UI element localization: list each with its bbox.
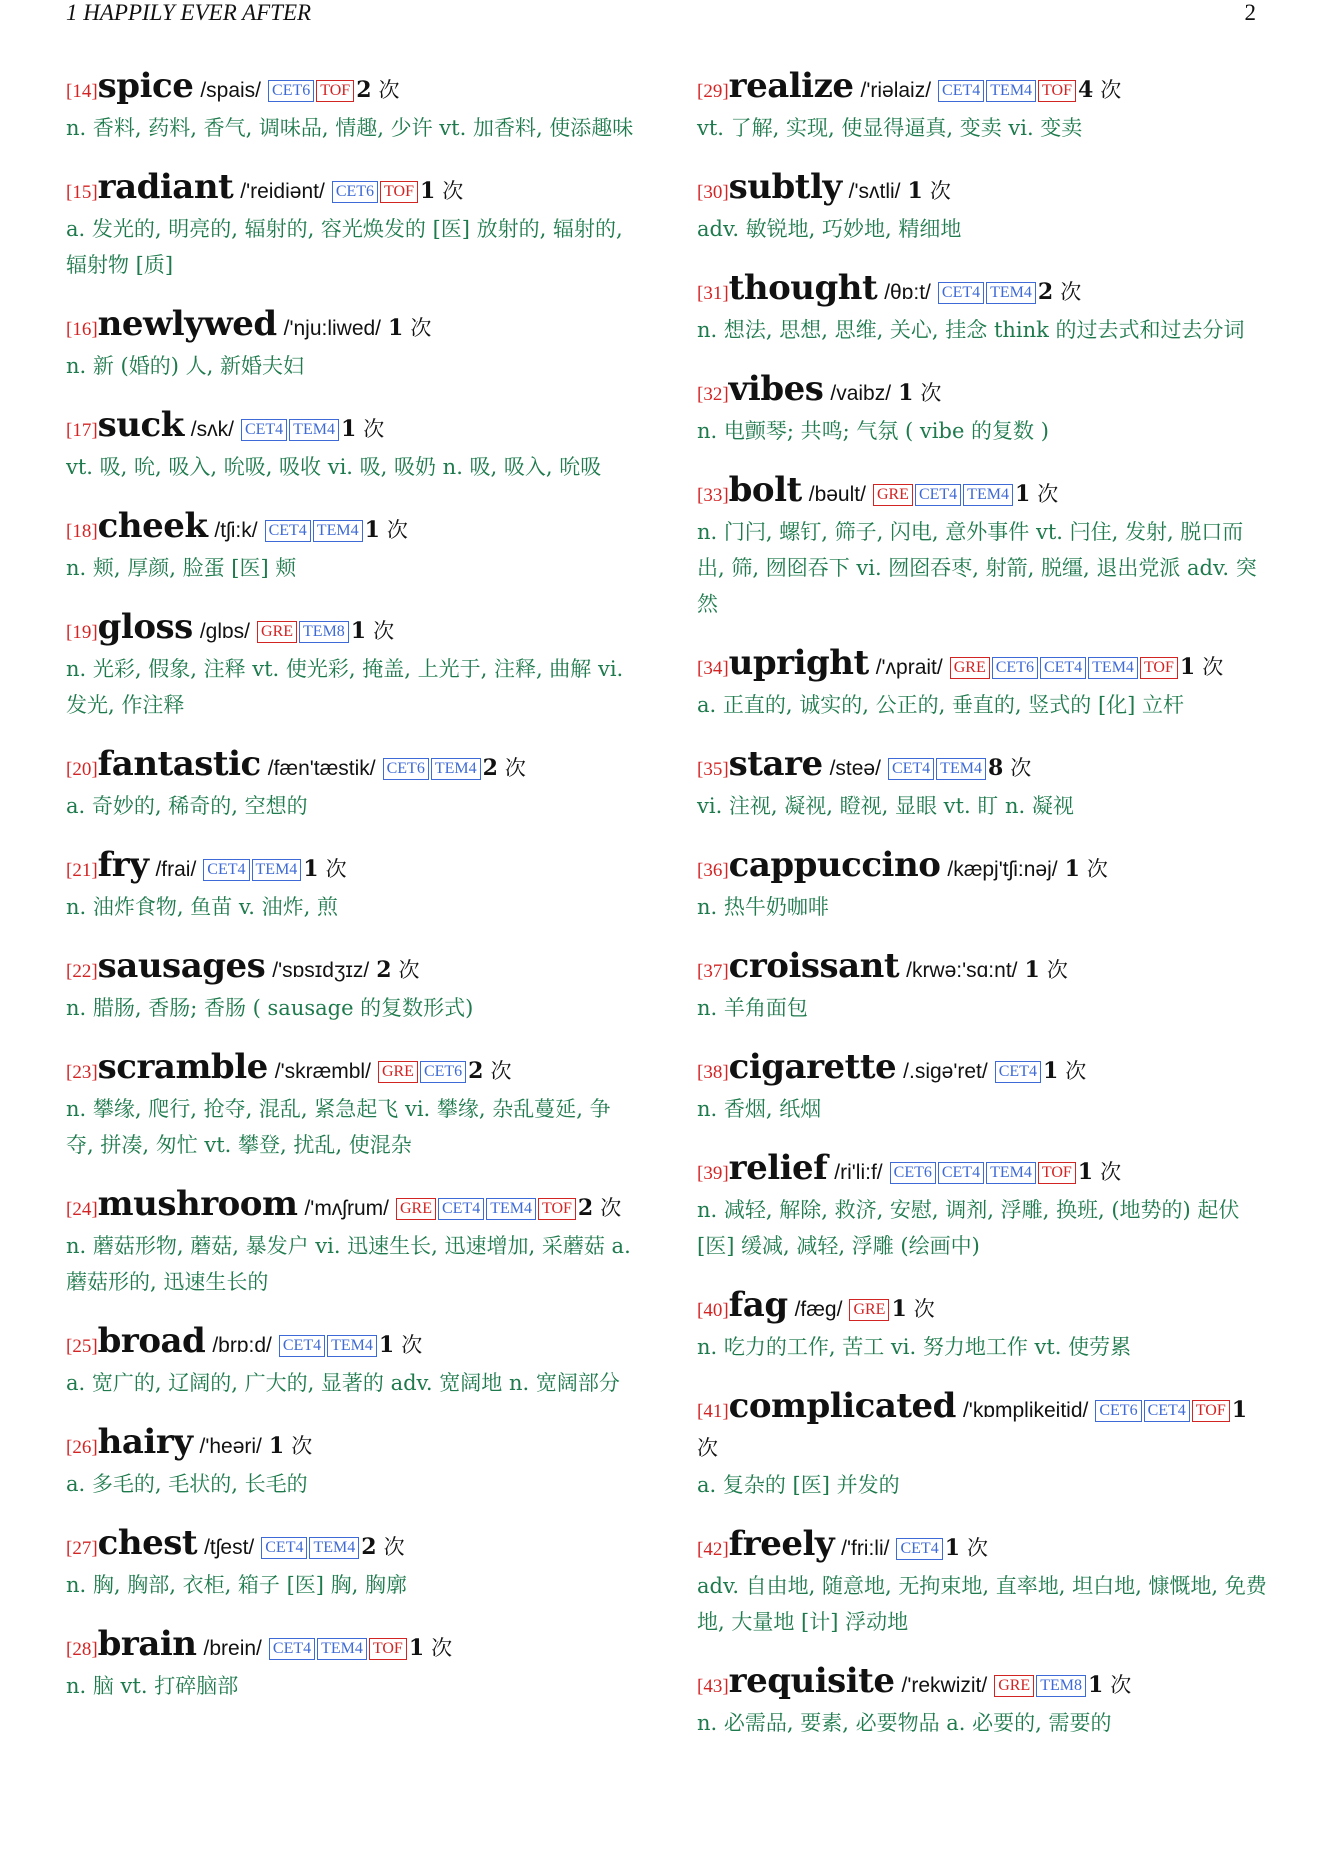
phonetic: /frai/ — [155, 858, 197, 881]
entry-headline — [66, 1049, 636, 1091]
exam-tag: CET4 — [1040, 657, 1086, 679]
vocab-entry — [66, 1186, 636, 1300]
vocab-entry — [66, 948, 636, 1026]
count-unit: 次 — [967, 1536, 989, 1560]
definition: n. 颊, 厚颜, 脸蛋 [医] 颊 — [66, 556, 297, 580]
left-column — [66, 68, 636, 1727]
definition: n. 攀缘, 爬行, 抢夺, 混乱, 紧急起飞 vi. 攀缘, 杂乱蔓延, 争夺, 拼凑, 匆忙 vt. 攀登, 扰乱, 使混杂 — [66, 1097, 611, 1157]
entry-index: [39] — [697, 1163, 729, 1184]
headword: freely — [728, 1524, 835, 1564]
headword: cigarette — [728, 1047, 897, 1087]
count-unit: 次 — [398, 958, 420, 982]
exam-tag: TEM4 — [252, 859, 302, 881]
exam-tag: CET4 — [915, 484, 961, 506]
definition: vt. 吸, 吮, 吸入, 吮吸, 吸收 vi. 吸, 吸奶 n. 吸, 吸入, 吮吸 — [66, 455, 602, 479]
count-unit: 次 — [291, 1434, 313, 1458]
phonetic: /θɒ:t/ — [884, 281, 931, 304]
vocab-entry — [697, 645, 1267, 723]
headword: requisite — [728, 1661, 895, 1701]
phonetic: /tʃi:k/ — [214, 519, 258, 542]
exam-tag: CET4 — [279, 1335, 325, 1357]
count-unit: 次 — [442, 179, 464, 203]
exam-tag: CET4 — [241, 419, 287, 441]
entry-index: [22] — [66, 961, 98, 982]
definition: n. 新 (婚的) 人, 新婚夫妇 — [66, 354, 304, 378]
exam-tag: CET4 — [265, 520, 311, 542]
count-unit: 次 — [929, 179, 951, 203]
definition: n. 蘑菇形物, 蘑菇, 暴发户 vi. 迅速生长, 迅速增加, 采蘑菇 a. 蘑菇形的, 迅速生长的 — [66, 1234, 631, 1294]
exam-tag: CET6 — [332, 181, 378, 203]
entry-headline — [66, 508, 636, 550]
phonetic: /fæn'tæstik/ — [267, 757, 376, 780]
exam-tag: TEM4 — [986, 80, 1036, 102]
count-unit: 次 — [383, 1535, 405, 1559]
count-unit: 次 — [1100, 78, 1122, 102]
entry-index: [24] — [66, 1199, 98, 1220]
entry-index: [38] — [697, 1062, 729, 1083]
exam-tag: TOF — [380, 181, 418, 203]
vocab-entry — [697, 1663, 1267, 1741]
exam-tag: CET6 — [1095, 1400, 1141, 1422]
occurrence-count: 1 — [350, 618, 367, 644]
exam-tag: TEM4 — [963, 484, 1013, 506]
phonetic: /'reidiənt/ — [240, 180, 325, 203]
entry-headline — [697, 68, 1267, 110]
headword: suck — [97, 405, 184, 445]
entry-index: [42] — [697, 1539, 729, 1560]
count-unit: 次 — [363, 417, 385, 441]
headword: newlywed — [97, 304, 277, 344]
vocab-entry — [66, 609, 636, 723]
running-title: 1 HAPPILY EVER AFTER — [66, 0, 312, 25]
headword: radiant — [97, 167, 234, 207]
vocab-entry — [697, 371, 1267, 449]
definition: n. 热牛奶咖啡 — [697, 895, 829, 919]
exam-tag: TOF — [1192, 1400, 1230, 1422]
exam-tag: TEM4 — [289, 419, 339, 441]
vocab-entry — [66, 847, 636, 925]
exam-tag: TEM4 — [936, 758, 986, 780]
exam-tag: TEM4 — [986, 282, 1036, 304]
phonetic: /glɒs/ — [199, 620, 251, 643]
headword: chest — [97, 1523, 198, 1563]
entry-headline — [66, 169, 636, 211]
entry-index: [26] — [66, 1437, 98, 1458]
exam-tag: TEM8 — [1036, 1675, 1086, 1697]
occurrence-count: 2 — [361, 1534, 377, 1560]
definition: adv. 自由地, 随意地, 无拘束地, 直率地, 坦白地, 慷慨地, 免费地, 大量地 [计] 浮动地 — [697, 1574, 1267, 1634]
headword: spice — [97, 66, 194, 106]
definition: n. 电颤琴; 共鸣; 气氛 ( vibe 的复数 ) — [697, 419, 1049, 443]
vocab-entry — [66, 1525, 636, 1603]
definition: a. 多毛的, 毛状的, 长毛的 — [66, 1472, 308, 1496]
exam-tag: TEM4 — [309, 1537, 359, 1559]
phonetic: /'fri:li/ — [841, 1537, 890, 1560]
phonetic: /bəult/ — [808, 483, 866, 506]
occurrence-count: 2 — [468, 1058, 484, 1084]
occurrence-count: 4 — [1077, 77, 1094, 103]
exam-tag: CET4 — [269, 1638, 315, 1660]
definition: n. 香烟, 纸烟 — [697, 1097, 822, 1121]
phonetic: /'riəlaiz/ — [860, 79, 932, 102]
entry-index: [28] — [66, 1639, 98, 1660]
entry-headline — [697, 948, 1267, 990]
exam-tag: TOF — [538, 1198, 576, 1220]
vocab-entry — [66, 1049, 636, 1163]
count-unit: 次 — [1100, 1160, 1122, 1184]
entry-headline — [697, 1287, 1267, 1329]
headword: relief — [728, 1148, 828, 1188]
phonetic: /brɒ:d/ — [212, 1334, 272, 1357]
entry-index: [23] — [66, 1062, 98, 1083]
occurrence-count: 1 — [1014, 481, 1031, 507]
vocab-entry — [697, 472, 1267, 622]
entry-headline — [697, 645, 1267, 687]
entry-index: [21] — [66, 860, 98, 881]
entry-index: [36] — [697, 860, 729, 881]
exam-tag: GRE — [849, 1299, 889, 1321]
definition: n. 减轻, 解除, 救济, 安慰, 调剂, 浮雕, 换班, (地势的) 起伏 [医] 缓减, 减轻, 浮雕 (绘画中) — [697, 1198, 1240, 1258]
entry-headline — [697, 1049, 1267, 1091]
exam-tag: GRE — [257, 621, 297, 643]
phonetic: /'skræmbl/ — [274, 1060, 371, 1083]
vocab-entry — [697, 68, 1267, 146]
phonetic: /'sɒsɪdʒɪz/ — [272, 959, 370, 982]
entry-index: [25] — [66, 1336, 98, 1357]
entry-index: [43] — [697, 1676, 729, 1697]
exam-tag: TOF — [1038, 80, 1076, 102]
entry-headline — [66, 746, 636, 788]
vocab-entry — [66, 1323, 636, 1401]
entry-headline — [697, 1150, 1267, 1192]
count-unit: 次 — [378, 78, 400, 102]
exam-tag: CET4 — [938, 1162, 984, 1184]
occurrence-count: 1 — [1087, 1672, 1104, 1698]
definition: a. 宽广的, 辽阔的, 广大的, 显著的 adv. 宽阔地 n. 宽阔部分 — [66, 1371, 620, 1395]
headword: fag — [728, 1285, 788, 1325]
phonetic: /.sigə'ret/ — [903, 1060, 988, 1083]
occurrence-count: 2 — [356, 77, 372, 103]
exam-tag: CET4 — [261, 1537, 307, 1559]
entry-headline — [66, 306, 636, 348]
phonetic: /sʌk/ — [190, 418, 234, 441]
headword: gloss — [97, 607, 193, 647]
entry-index: [30] — [697, 182, 729, 203]
page-header — [66, 0, 1256, 30]
entry-index: [19] — [66, 622, 98, 643]
occurrence-count: 1 — [1179, 654, 1196, 680]
exam-tag: TEM8 — [299, 621, 349, 643]
count-unit: 次 — [490, 1059, 512, 1083]
headword: sausages — [97, 946, 266, 986]
count-unit: 次 — [386, 518, 408, 542]
count-unit: 次 — [1037, 482, 1059, 506]
phonetic: /tʃest/ — [204, 1536, 255, 1559]
count-unit: 次 — [401, 1333, 423, 1357]
definition: vt. 了解, 实现, 使显得逼真, 变卖 vi. 变卖 — [697, 116, 1083, 140]
exam-tag: GRE — [950, 657, 990, 679]
entry-index: [15] — [66, 182, 98, 203]
definition: n. 腊肠, 香肠; 香肠 ( sausage 的复数形式) — [66, 996, 474, 1020]
exam-tag: CET4 — [203, 859, 249, 881]
occurrence-count: 1 — [1077, 1159, 1094, 1185]
count-unit: 次 — [1010, 756, 1032, 780]
phonetic: /'ʌprait/ — [875, 656, 943, 679]
definition: n. 香料, 药料, 香气, 调味品, 情趣, 少许 vt. 加香料, 使添趣味 — [66, 116, 634, 140]
phonetic: /fæg/ — [794, 1298, 843, 1321]
phonetic: /'sʌtli/ — [848, 180, 901, 203]
exam-tag: TEM4 — [327, 1335, 377, 1357]
exam-tag: CET4 — [995, 1061, 1041, 1083]
occurrence-count: 1 — [419, 178, 436, 204]
occurrence-count: 1 — [1042, 1058, 1059, 1084]
vocab-entry — [697, 1049, 1267, 1127]
occurrence-count: 1 — [408, 1635, 425, 1661]
occurrence-count: 1 — [340, 416, 357, 442]
entry-headline — [66, 68, 636, 110]
occurrence-count: 2 — [376, 957, 392, 983]
entry-headline — [66, 1626, 636, 1668]
exam-tag: TEM4 — [986, 1162, 1036, 1184]
vocab-entry — [66, 746, 636, 824]
count-unit: 次 — [913, 1297, 935, 1321]
occurrence-count: 1 — [944, 1535, 961, 1561]
vocab-entry — [697, 1388, 1267, 1503]
phonetic: /steə/ — [829, 757, 881, 780]
exam-tag: CET4 — [938, 80, 984, 102]
entry-headline — [697, 847, 1267, 889]
vocab-entry — [66, 1626, 636, 1704]
vocab-entry — [697, 1287, 1267, 1365]
definition: a. 复杂的 [医] 并发的 — [697, 1473, 900, 1497]
occurrence-count: 1 — [1231, 1397, 1248, 1423]
count-unit: 次 — [1086, 857, 1108, 881]
count-unit: 次 — [697, 1436, 718, 1460]
occurrence-count: 1 — [268, 1433, 285, 1459]
exam-tag: TEM4 — [1088, 657, 1138, 679]
definition: n. 羊角面包 — [697, 996, 808, 1020]
definition: a. 奇妙的, 稀奇的, 空想的 — [66, 794, 308, 818]
entry-index: [35] — [697, 759, 729, 780]
count-unit: 次 — [1060, 280, 1082, 304]
exam-tag: CET6 — [992, 657, 1038, 679]
entry-index: [29] — [697, 81, 729, 102]
headword: complicated — [728, 1386, 956, 1426]
entry-headline — [697, 371, 1267, 413]
definition: n. 脑 vt. 打碎脑部 — [66, 1674, 239, 1698]
definition: a. 正直的, 诚实的, 公正的, 垂直的, 竖式的 [化] 立杆 — [697, 693, 1185, 717]
entry-index: [18] — [66, 521, 98, 542]
entry-index: [31] — [697, 283, 729, 304]
occurrence-count: 1 — [1064, 856, 1080, 882]
count-unit: 次 — [410, 316, 432, 340]
occurrence-count: 2 — [1037, 279, 1054, 305]
exam-tag: CET4 — [896, 1538, 942, 1560]
entry-index: [37] — [697, 961, 729, 982]
headword: vibes — [728, 369, 824, 409]
exam-tag: CET4 — [1144, 1400, 1190, 1422]
headword: fantastic — [97, 744, 261, 784]
exam-tag: CET6 — [268, 80, 314, 102]
headword: broad — [97, 1321, 206, 1361]
occurrence-count: 1 — [1024, 957, 1040, 983]
exam-tag: TOF — [316, 80, 354, 102]
phonetic: /spais/ — [200, 79, 262, 102]
headword: fry — [97, 845, 149, 885]
phonetic: /kæpj'tʃi:nəj/ — [947, 858, 1058, 881]
exam-tag: TOF — [369, 1638, 407, 1660]
exam-tag: TEM4 — [431, 758, 481, 780]
phonetic: /'nju:liwed/ — [283, 317, 382, 340]
vocab-entry — [66, 508, 636, 586]
exam-tag: TOF — [1038, 1162, 1076, 1184]
entry-index: [33] — [697, 485, 729, 506]
occurrence-count: 1 — [303, 856, 319, 882]
entry-headline — [66, 1186, 636, 1228]
occurrence-count: 8 — [987, 755, 1004, 781]
count-unit: 次 — [920, 381, 942, 405]
entry-headline — [66, 1424, 636, 1466]
definition: adv. 敏锐地, 巧妙地, 精细地 — [697, 217, 962, 241]
definition: n. 胸, 胸部, 衣柜, 箱子 [医] 胸, 胸廓 — [66, 1573, 408, 1597]
vocab-entry — [66, 1424, 636, 1502]
entry-index: [40] — [697, 1300, 729, 1321]
headword: realize — [728, 66, 854, 106]
vocab-entry — [697, 169, 1267, 247]
exam-tag: GRE — [994, 1675, 1034, 1697]
occurrence-count: 1 — [364, 517, 380, 543]
entry-headline — [66, 847, 636, 889]
entry-index: [34] — [697, 658, 729, 679]
entry-index: [14] — [66, 81, 98, 102]
entry-headline — [697, 472, 1267, 514]
count-unit: 次 — [1110, 1673, 1132, 1697]
entry-headline — [697, 1388, 1267, 1467]
entry-index: [41] — [697, 1401, 729, 1422]
vocab-entry — [697, 746, 1267, 824]
entry-index: [17] — [66, 420, 98, 441]
vocab-entry — [697, 948, 1267, 1026]
entry-index: [27] — [66, 1538, 98, 1559]
phonetic: /krwə:'sɑ:nt/ — [906, 959, 1018, 982]
count-unit: 次 — [373, 619, 395, 643]
vocab-entry — [66, 407, 636, 485]
headword: croissant — [728, 946, 900, 986]
occurrence-count: 1 — [378, 1332, 395, 1358]
exam-tag: CET6 — [383, 758, 429, 780]
definition: n. 门闩, 螺钉, 筛子, 闪电, 意外事件 vt. 闩住, 发射, 脱口而出, 筛, 囫囵吞下 vi. 囫囵吞枣, 射箭, 脱缰, 退出党派 adv. 突然 — [697, 520, 1257, 616]
phonetic: /'heəri/ — [199, 1435, 262, 1458]
phonetic: /'kɒmplikeitid/ — [962, 1399, 1089, 1422]
vocab-entry — [66, 68, 636, 146]
headword: bolt — [728, 470, 802, 510]
headword: upright — [728, 643, 869, 683]
exam-tag: TOF — [1140, 657, 1178, 679]
vocab-entry — [66, 169, 636, 283]
headword: scramble — [97, 1047, 268, 1087]
occurrence-count: 1 — [388, 315, 404, 341]
count-unit: 次 — [325, 857, 347, 881]
count-unit: 次 — [504, 756, 526, 780]
exam-tag: CET4 — [938, 282, 984, 304]
phonetic: /vaibz/ — [830, 382, 892, 405]
page-number: 2 — [1244, 0, 1256, 25]
exam-tag: TEM4 — [317, 1638, 367, 1660]
vocab-entry — [697, 847, 1267, 925]
phonetic: /'rekwizit/ — [901, 1674, 988, 1697]
occurrence-count: 2 — [482, 755, 498, 781]
right-column — [697, 68, 1267, 1764]
entry-headline — [66, 1525, 636, 1567]
vocab-entry — [697, 270, 1267, 348]
definition: n. 必需品, 要素, 必要物品 a. 必要的, 需要的 — [697, 1711, 1112, 1735]
definition: vi. 注视, 凝视, 瞪视, 显眼 vt. 盯 n. 凝视 — [697, 794, 1074, 818]
entry-headline — [66, 609, 636, 651]
exam-tag: CET6 — [420, 1061, 466, 1083]
entry-index: [16] — [66, 319, 98, 340]
entry-headline — [66, 407, 636, 449]
headword: stare — [728, 744, 823, 784]
definition: n. 吃力的工作, 苦工 vi. 努力地工作 vt. 使劳累 — [697, 1335, 1132, 1359]
headword: cheek — [97, 506, 208, 546]
headword: brain — [97, 1624, 197, 1664]
exam-tag: GRE — [873, 484, 913, 506]
exam-tag: TEM4 — [486, 1198, 536, 1220]
phonetic: /ri'li:f/ — [834, 1161, 883, 1184]
exam-tag: GRE — [378, 1061, 418, 1083]
definition: n. 光彩, 假象, 注释 vt. 使光彩, 掩盖, 上光于, 注释, 曲解 vi. 发光, 作注释 — [66, 657, 624, 717]
entry-headline — [697, 746, 1267, 788]
entry-headline — [697, 169, 1267, 211]
occurrence-count: 2 — [577, 1195, 594, 1221]
definition: n. 油炸食物, 鱼苗 v. 油炸, 煎 — [66, 895, 338, 919]
vocab-entry — [66, 306, 636, 384]
entry-headline — [66, 1323, 636, 1365]
entry-headline — [66, 948, 636, 990]
occurrence-count: 1 — [891, 1296, 907, 1322]
vocab-entry — [697, 1150, 1267, 1264]
exam-tag: CET4 — [438, 1198, 484, 1220]
occurrence-count: 1 — [907, 178, 923, 204]
headword: subtly — [728, 167, 842, 207]
phonetic: /'mʌʃrum/ — [304, 1197, 389, 1220]
headword: hairy — [97, 1422, 193, 1462]
count-unit: 次 — [1065, 1059, 1087, 1083]
headword: thought — [728, 268, 878, 308]
vocab-entry — [697, 1526, 1267, 1640]
entry-index: [32] — [697, 384, 729, 405]
exam-tag: TEM4 — [313, 520, 363, 542]
count-unit: 次 — [431, 1636, 453, 1660]
headword: cappuccino — [728, 845, 941, 885]
definition: a. 发光的, 明亮的, 辐射的, 容光焕发的 [医] 放射的, 辐射的, 辐射物 [质] — [66, 217, 623, 277]
phonetic: /brein/ — [203, 1637, 262, 1660]
entry-headline — [697, 1526, 1267, 1568]
exam-tag: CET4 — [888, 758, 934, 780]
count-unit: 次 — [600, 1196, 622, 1220]
exam-tag: CET6 — [890, 1162, 936, 1184]
occurrence-count: 1 — [898, 380, 914, 406]
entry-index: [20] — [66, 759, 98, 780]
entry-headline — [697, 1663, 1267, 1705]
count-unit: 次 — [1046, 958, 1068, 982]
headword: mushroom — [97, 1184, 298, 1224]
exam-tag: GRE — [396, 1198, 436, 1220]
definition: n. 想法, 思想, 思维, 关心, 挂念 think 的过去式和过去分词 — [697, 318, 1245, 342]
entry-headline — [697, 270, 1267, 312]
count-unit: 次 — [1202, 655, 1224, 679]
